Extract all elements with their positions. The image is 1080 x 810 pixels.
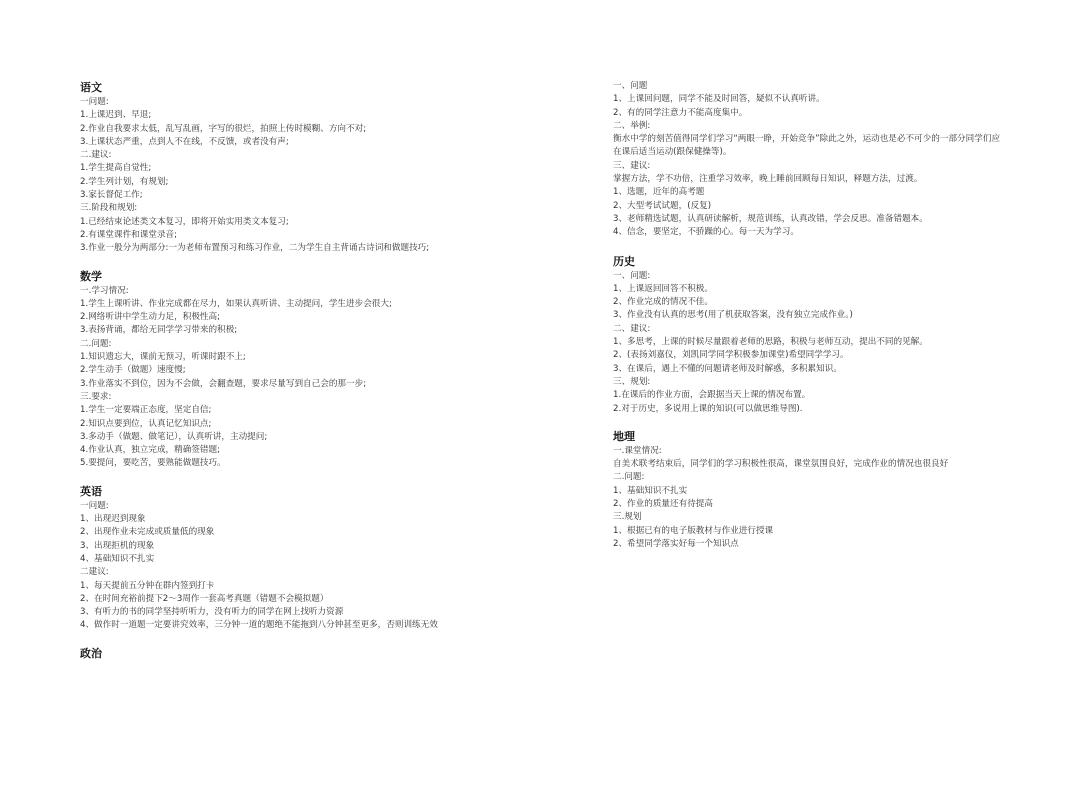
text-line: 2、希望同学落实好每一个知识点: [613, 538, 739, 549]
subject-heading: 英语: [80, 484, 102, 498]
text-line: 3.表扬背诵，都给无同学学习带来的积极;: [80, 325, 238, 336]
text-line: 掌握方法，学不功倍，注重学习效率，晚上睡前回顾每日知识，释题方法，过渡。: [613, 174, 923, 185]
text-line: 1、上课回问题，同学不能及时回答，疑似不认真听讲。: [613, 94, 825, 105]
text-line: 3、出现拒机的现象: [80, 540, 155, 551]
subject-section: [80, 269, 475, 471]
text-line: 三.阶段和规划:: [80, 203, 138, 214]
text-line: 2、大型考试试题，(反复): [613, 200, 712, 211]
text-line: 3.作业落实不到位，因为不会做，会翻查题，要求尽量写到自己会的那一步;: [80, 378, 367, 389]
text-line: 一问题:: [80, 500, 109, 511]
text-line: 三.规划: [613, 512, 642, 523]
text-line: 3、老师精选试题，认真研读解析，规范训练，认真改错，学会反思。准备错题本。: [613, 213, 928, 224]
text-line: 4、信念，要坚定，不骄躁的心。每一天为学习。: [613, 227, 799, 238]
left-column: [80, 80, 475, 674]
text-line: 一、问题: [613, 81, 648, 91]
text-line: 2.有课堂课件和课堂录音;: [80, 229, 178, 240]
text-line: 2.作业自我要求太低，乱写乱画，字写的很烂，拍照上传时模糊、方向不对;: [80, 123, 367, 134]
text-line: 二.建议:: [80, 150, 112, 161]
text-line: 1、上课返回回答不积极。: [613, 283, 713, 294]
text-line: 2.对于历史，多说用上课的知识(可以做思维导图).: [613, 403, 803, 414]
text-line: 一.学习情况:: [80, 285, 129, 296]
text-line: 三、建议:: [613, 160, 651, 171]
text-line: 1.学生一定要端正态度，坚定自信;: [80, 405, 212, 416]
text-line: 1.学生上课听讲、作业完成都在尽力，如果认真听讲、主动提问，学生进步会很大;: [80, 298, 392, 309]
text-line: 2、有的同学注意力不能高度集中。: [613, 107, 748, 118]
subject-heading: 政治: [80, 646, 102, 660]
text-line: 2.知识点要到位，认真记忆知识点;: [80, 418, 212, 429]
text-line: 3、作业没有认真的思考(用了机获取答案，没有独立完成作业。): [613, 310, 853, 321]
text-line: 三.要求:: [80, 391, 112, 402]
text-line: 3.多动手（做题、做笔记），认真听讲，主动提问;: [80, 431, 268, 442]
subject-section: [613, 254, 1003, 416]
text-line: 2、作业完成的情况不佳。: [613, 297, 713, 308]
subject-heading: 历史: [613, 254, 635, 268]
subject-section: [80, 646, 475, 661]
right-subject-sections: [613, 254, 1003, 552]
text-line: 1、多思考，上课的时候尽量跟着老师的思路，积极与老师互动，提出不同的见解。: [613, 337, 928, 348]
subject-section: [80, 484, 475, 633]
text-line: 1.知识遗忘大，课前无预习，听课时跟不上;: [80, 352, 246, 363]
text-line: 2、出现作业未完成或质量低的现象: [80, 527, 215, 538]
text-line: 4、做作时一道题一定要讲究效率，三分钟一道的题绝不能拖到八分钟甚至更多，否则训练无效: [80, 620, 438, 631]
text-line: 一.课堂情况:: [613, 445, 662, 456]
text-line: 1.已经结束论述类文本复习，即将开始实用类文本复习;: [80, 216, 289, 227]
text-line: 二建议:: [80, 567, 109, 578]
text-line: 5.要提问，要吃苦，要熟能做题技巧。: [80, 458, 226, 469]
subject-section: [613, 429, 1003, 551]
text-line: 二.问题:: [80, 338, 112, 349]
text-line: 1、出现迟到现象: [80, 514, 146, 525]
text-line: 1.学生提高自觉性;: [80, 163, 152, 174]
text-line: 二、举例:: [613, 120, 651, 131]
text-line: 1、根据已有的电子版教材与作业进行授课: [613, 525, 774, 536]
text-line: 4.作业认真，独立完成，精确签错题;: [80, 445, 221, 456]
unnamed-subject-section: [613, 80, 1003, 240]
text-line: 1、选题，近年的高考题: [613, 187, 705, 198]
text-line: 3、在课后，遇上不懂的问题请老师及时解惑，多积累知识。: [613, 363, 842, 374]
text-line: 3、有听力的书的同学坚持听听力，没有听力的同学在网上找听力资源: [80, 607, 344, 618]
right-column: [613, 80, 1003, 564]
subject-heading: 语文: [80, 81, 102, 94]
subject-heading: 数学: [80, 269, 102, 283]
text-line: 2、在时间充裕前提下2～3周作一套高考真题（错题不会模拟题）: [80, 593, 329, 604]
text-line: 衡水中学的刻苦值得同学们学习“两眼一睁，开始竞争”除此之外，运动也是必不可少的一部分同学们应在课后适当运动(跟保健操等)。: [613, 134, 1001, 158]
text-line: 1、每天提前五分钟在群内签到打卡: [80, 580, 215, 591]
subject-heading: 地理: [613, 429, 635, 443]
text-line: 2.网络听讲中学生动力足，积极性高;: [80, 312, 221, 323]
text-line: 二.问题:: [613, 472, 645, 483]
text-line: 自美术联考结束后，同学们的学习积极性很高，课堂氛围良好，完成作业的情况也很良好: [613, 459, 949, 470]
text-line: 2、作业的质量还有待提高: [613, 499, 713, 510]
text-line: 一问题:: [80, 97, 109, 107]
text-line: 二、建议:: [613, 323, 651, 334]
text-line: 1.上课迟到、早退;: [80, 110, 152, 121]
subject-section: [80, 80, 475, 256]
text-line: 3.上课状态严重，点到人不在线，不反馈，或者没有声;: [80, 136, 289, 147]
text-line: 2、(表扬刘嘉仪，刘凯同学同学积极参加课堂)希望同学学习。: [613, 350, 849, 361]
text-line: 1、基础知识不扎实: [613, 485, 688, 496]
text-line: 2.学生动手（做题）速度慢;: [80, 365, 186, 376]
text-line: 3.作业一般分为两部分:一为老师布置预习和练习作业，二为学生自主背诵古诗词和做题技巧;: [80, 243, 430, 254]
text-line: 一、问题:: [613, 270, 651, 281]
text-line: 1.在课后的作业方面，会跟据当天上课的情况布置。: [613, 390, 811, 401]
text-line: 2.学生列计划，有规划;: [80, 176, 169, 187]
text-line: 4、基础知识不扎实: [80, 553, 155, 564]
text-line: 三、规划:: [613, 376, 651, 387]
text-line: 3.家长督促工作;: [80, 190, 143, 201]
